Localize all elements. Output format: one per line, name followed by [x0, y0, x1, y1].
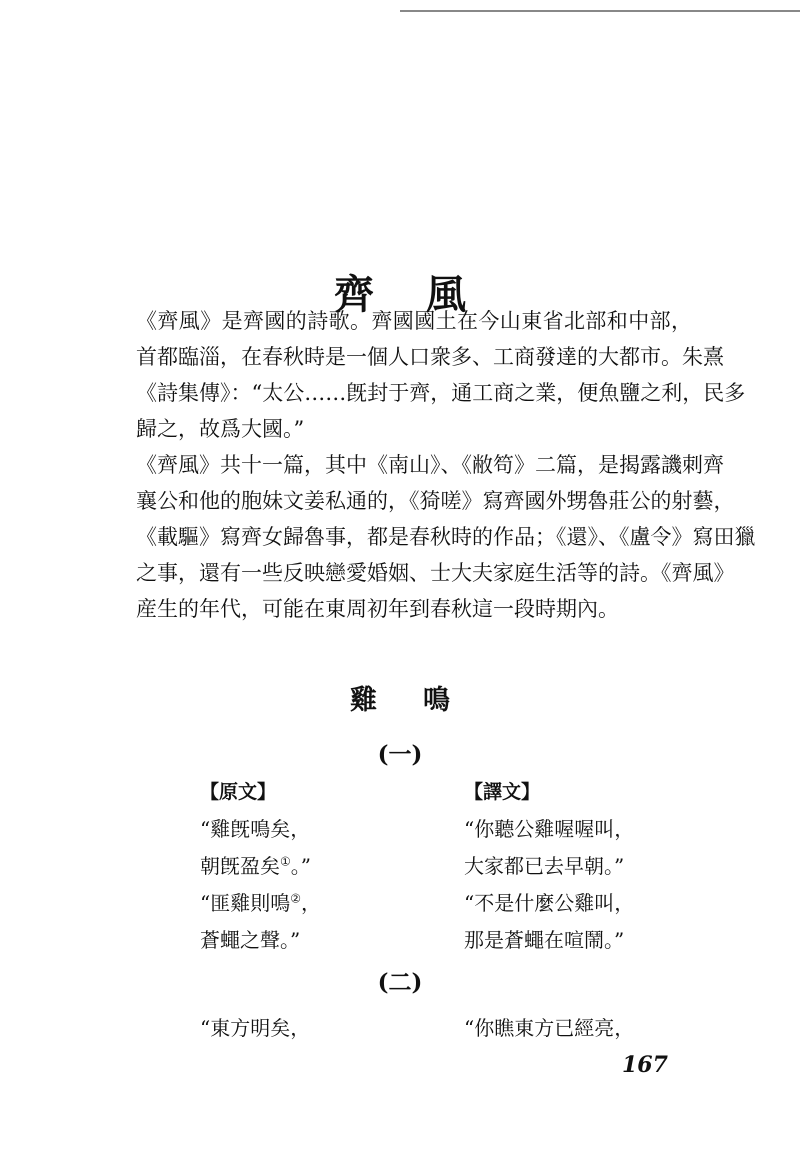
original-line	[200, 811, 321, 848]
translation-line: “你聽公雞喔喔叫，	[464, 817, 635, 841]
translation-line: “不是什麼公雞叫，	[464, 891, 635, 915]
original-line-text: “匪雞則鳴	[200, 891, 291, 915]
original-line-text: “雞旣鳴矣，	[200, 817, 311, 841]
original-text-column	[200, 774, 321, 959]
section-number-1: (一)	[377, 741, 423, 768]
original-text-column-2	[200, 1010, 310, 1047]
paragraph-line: 《詩集傳》：“太公……旣封于齊，通工商之業，便魚鹽之利，民多	[136, 381, 746, 405]
paragraph-line: 《齊風》是齊國的詩歌。齊國國土在今山東省北部和中部，	[136, 309, 692, 333]
section-number-2: (二)	[377, 969, 423, 996]
translation-line: 大家都已去早朝。”	[464, 854, 625, 878]
poem-title: 雞鳴	[350, 685, 496, 717]
top-rule	[400, 10, 800, 12]
paragraph-line: 首都臨淄，在春秋時是一個人口衆多、工商發達的大都市。朱熹	[136, 345, 724, 369]
paragraph-line: 襄公和他的胞妹文姜私通的，《猗嗟》寫齊國外甥魯莊公的射藝，	[136, 489, 735, 513]
paragraph-line: 歸之，故爲大國。”	[136, 417, 305, 441]
original-line-tail: ，	[301, 891, 321, 915]
original-line	[200, 922, 321, 959]
original-line: “東方明矣，	[200, 1016, 311, 1040]
translation-line: 那是蒼蠅在喧鬧。”	[464, 928, 625, 952]
page-number: 167	[622, 1052, 668, 1078]
intro-paragraph-2	[136, 447, 756, 627]
chapter-title: 齊風	[334, 270, 518, 318]
intro-paragraph-1	[136, 303, 746, 447]
paragraph-line: 産生的年代，可能在東周初年到春秋這一段時期內。	[136, 597, 619, 621]
original-line-text: 朝旣盈矣	[200, 854, 280, 878]
original-line-tail: 。”	[290, 854, 311, 878]
translation-label: 【譯文】	[464, 781, 541, 803]
original-line-text: 蒼蠅之聲。”	[200, 928, 301, 952]
translation-line: “你瞧東方已經亮，	[464, 1016, 635, 1040]
paragraph-line: 《齊風》共十一篇，其中《南山》、《敝笱》二篇，是揭露譏刺齊	[136, 453, 724, 477]
original-line	[200, 885, 321, 922]
original-label: 【原文】	[200, 781, 277, 803]
translation-column	[464, 774, 634, 959]
footnote-marker: ①	[280, 854, 291, 869]
original-line	[200, 848, 321, 885]
translation-column-2	[464, 1010, 634, 1047]
footnote-marker: ②	[290, 891, 301, 906]
paragraph-line: 之事，還有一些反映戀愛婚姻、士大夫家庭生活等的詩。《齊風》	[136, 561, 735, 585]
paragraph-line: 《載驅》寫齊女歸魯事，都是春秋時的作品；《還》、《盧令》寫田獵	[136, 525, 756, 549]
